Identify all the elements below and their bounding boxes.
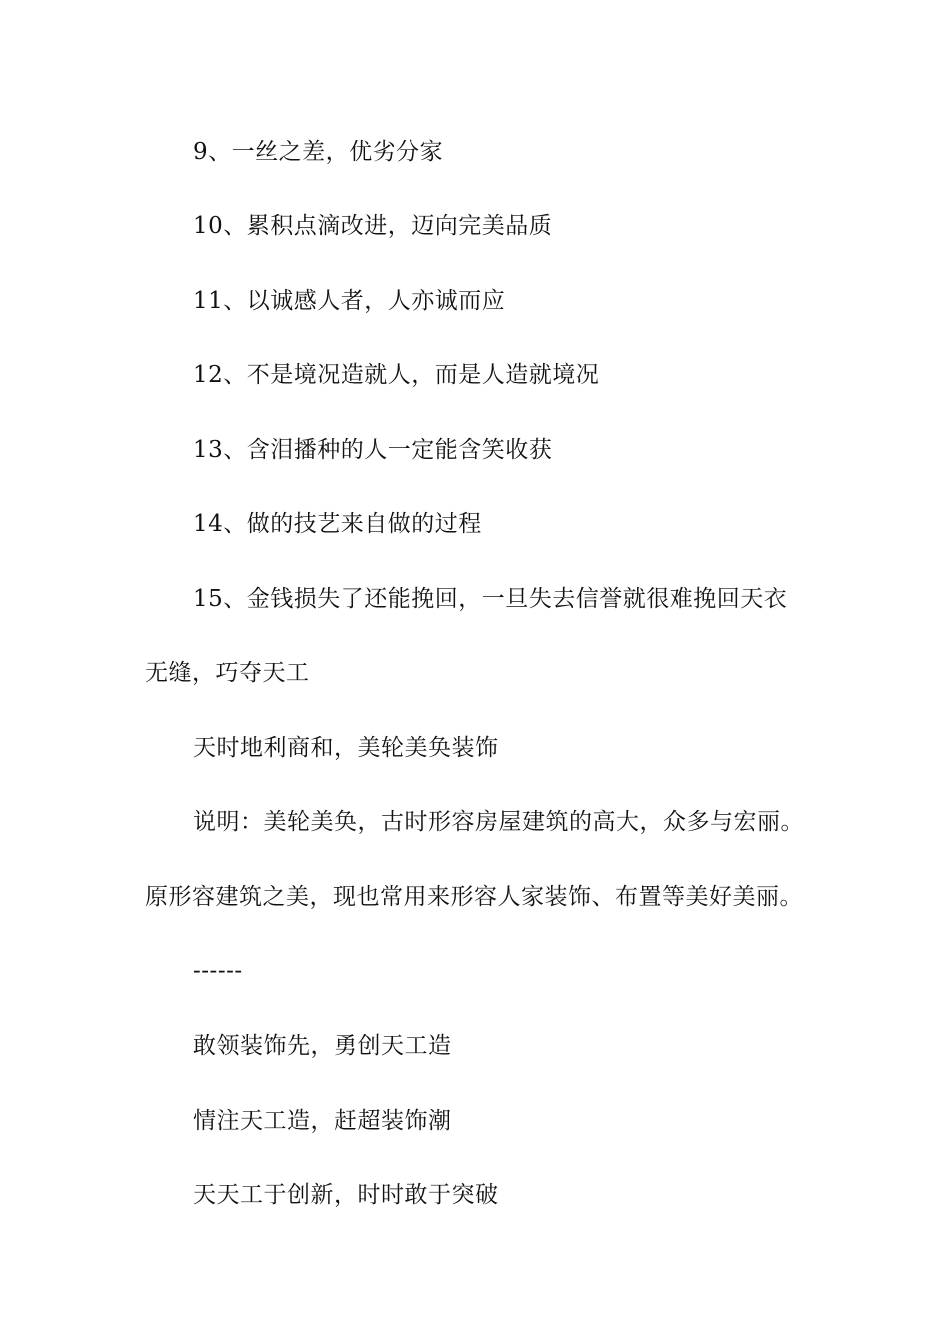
- slogan-line-14: 14、做的技艺来自做的过程: [193, 511, 482, 537]
- slogan-line-10: 10、累积点滴改进，迈向完美品质: [193, 213, 553, 239]
- slogan-line: 敢领装饰先，勇创天工造: [193, 1033, 452, 1059]
- slogan-line-9: 9、一丝之差，优劣分家: [193, 139, 444, 165]
- slogan-line-12: 12、不是境况造就人，而是人造就境况: [193, 362, 600, 388]
- slogan-line: 天时地利商和，美轮美奂装饰: [193, 735, 499, 761]
- explanation-paragraph: 说明：美轮美奂，古时形容房屋建筑的高大，众多与宏丽。: [193, 809, 804, 835]
- slogan-line-15-continued: 无缝，巧夺天工: [145, 660, 310, 686]
- explanation-paragraph-continued: 原形容建筑之美，现也常用来形容人家装饰、布置等美好美丽。: [145, 884, 803, 910]
- slogan-line-15: 15、金钱损失了还能挽回，一旦失去信誉就很难挽回天衣: [193, 586, 788, 612]
- slogan-line: 情注天工造，赶超装饰潮: [193, 1108, 452, 1134]
- slogan-line-11: 11、以诚感人者，人亦诚而应: [193, 288, 506, 314]
- section-divider: ------: [193, 958, 243, 984]
- slogan-line: 天天工于创新，时时敢于突破: [193, 1182, 499, 1208]
- slogan-line-13: 13、含泪播种的人一定能含笑收获: [193, 437, 553, 463]
